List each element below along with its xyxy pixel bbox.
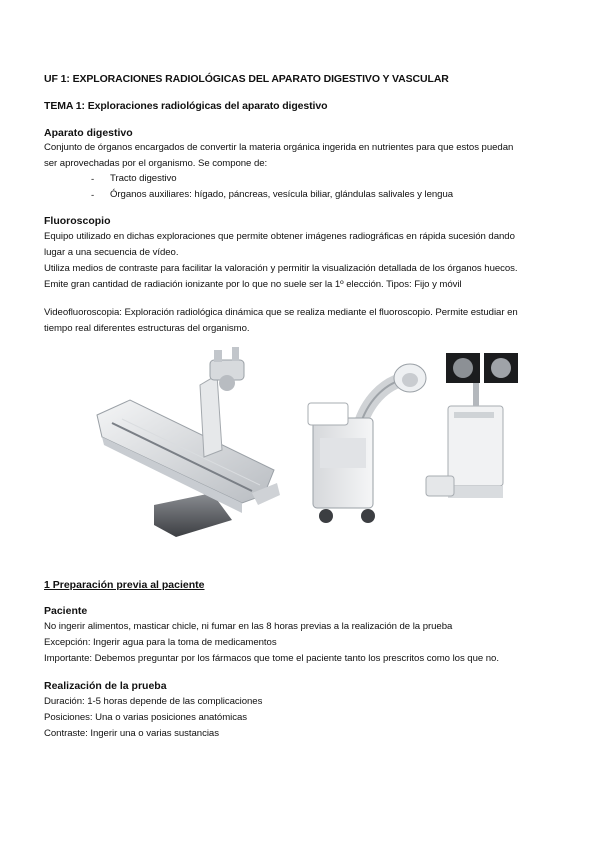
fluoroscopio-line: lugar a una secuencia de vídeo. xyxy=(44,247,179,258)
paciente-line: No ingerir alimentos, masticar chicle, ni fumar en las 8 horas previas a la realización de la prueba xyxy=(44,621,453,632)
section-1-heading: 1 Preparación previa al paciente xyxy=(44,579,205,591)
paciente-line: Importante: Debemos preguntar por los fármacos que tome el paciente tanto los prescritos como los que no. xyxy=(44,653,499,664)
aparato-bullet: Órganos auxiliares: hígado, páncreas, vesícula biliar, glándulas salivales y lengua xyxy=(110,189,454,200)
fluoroscopio-line: Utiliza medios de contraste para facilitar la valoración y permitir la visualización detallada de los órganos huecos. xyxy=(44,263,518,274)
aparato-heading: Aparato digestivo xyxy=(44,127,133,139)
fixed-fluoroscope-image xyxy=(92,345,282,545)
aparato-line: ser aprovechadas por el organismo. Se compone de: xyxy=(44,158,268,169)
realizacion-line: Duración: 1-5 horas depende de las complicaciones xyxy=(44,696,263,707)
document-title: UF 1: EXPLORACIONES RADIOLÓGICAS DEL APARATO DIGESTIVO Y VASCULAR xyxy=(44,73,449,85)
paciente-line: Excepción: Ingerir agua para la toma de medicamentos xyxy=(44,637,277,648)
realizacion-line: Posiciones: Una o varias posiciones anatómicas xyxy=(44,712,248,723)
video-line: Videofluoroscopia: Exploración radiológica dinámica que se realiza mediante el fluoroscopio. Permite estudiar en xyxy=(44,307,518,318)
paciente-heading: Paciente xyxy=(44,605,88,617)
fluoroscopio-line: Emite gran cantidad de radiación ionizante por lo que no suele ser la 1º elección. Tipos: Fijo y móvil xyxy=(44,279,462,290)
aparato-line: Conjunto de órganos encargados de convertir la materia orgánica ingerida en nutrientes para que estos puedan xyxy=(44,142,514,153)
video-line: tiempo real diferentes estructuras del organismo. xyxy=(44,323,250,334)
fluoroscopio-heading: Fluoroscopio xyxy=(44,215,111,227)
realizacion-line: Contraste: Ingerir una o varias sustancias xyxy=(44,728,219,739)
fluoroscopio-line: Equipo utilizado en dichas exploraciones que permite obtener imágenes radiográficas en rápida sucesión dando xyxy=(44,231,515,242)
realizacion-heading: Realización de la prueba xyxy=(44,680,167,692)
bullet-dash: - xyxy=(91,190,95,201)
bullet-dash: - xyxy=(91,174,95,185)
mobile-c-arm-image xyxy=(298,348,523,530)
tema-heading: TEMA 1: Exploraciones radiológicas del aparato digestivo xyxy=(44,100,328,112)
aparato-bullet: Tracto digestivo xyxy=(110,173,177,184)
